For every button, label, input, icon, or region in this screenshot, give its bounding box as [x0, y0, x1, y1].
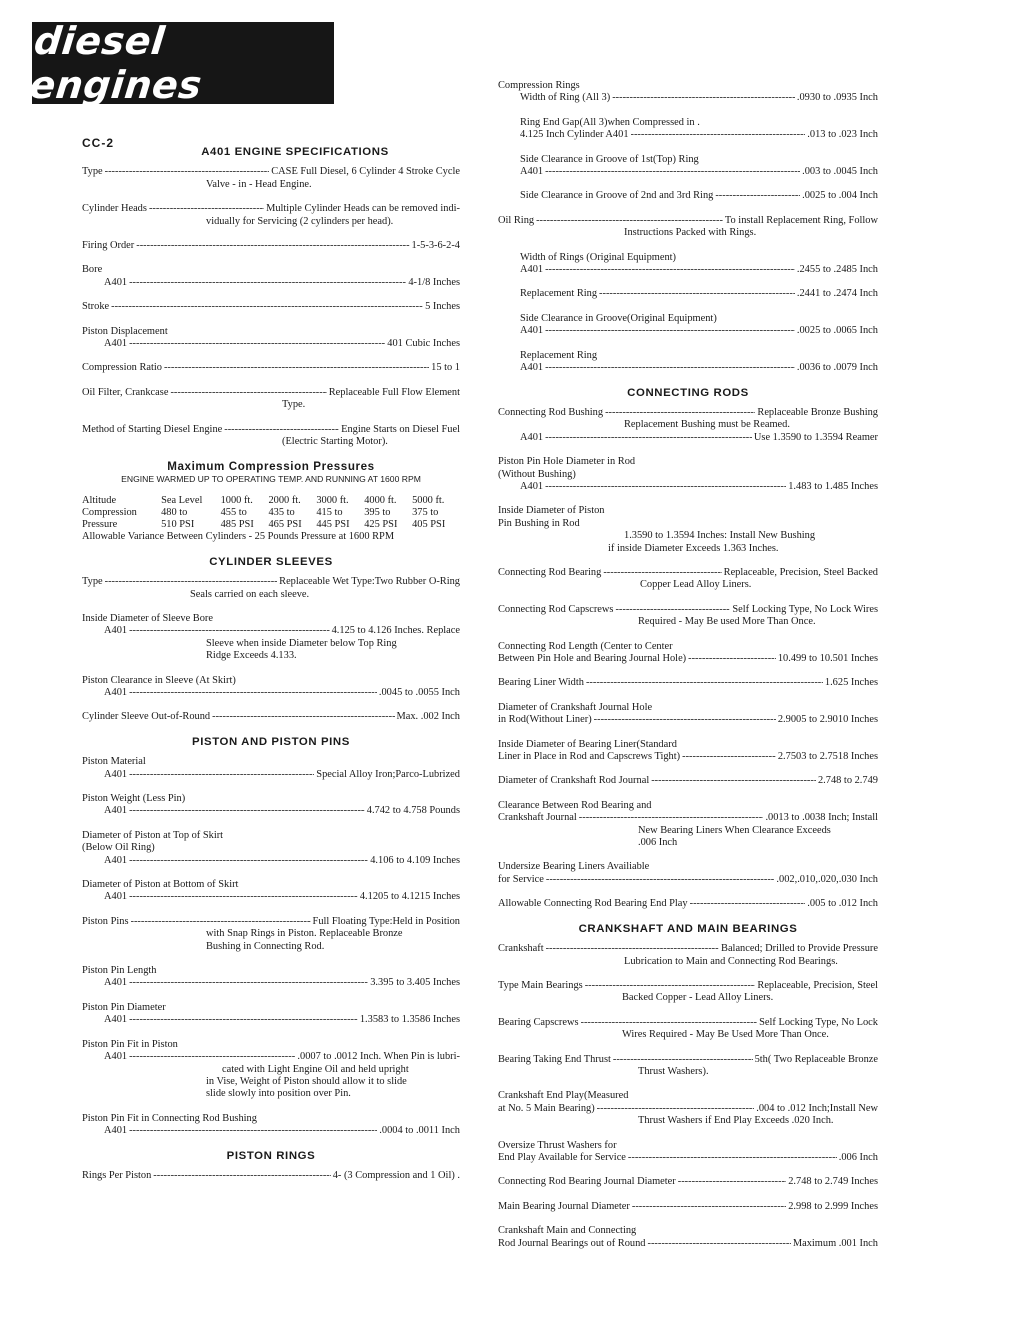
- rod-bearing: Connecting Rod Bearing ----- Replaceable, Precision, Steel Backed Copper Lead Alloy Liners.: [498, 567, 878, 592]
- sleeve-bore: Inside Diameter of Sleeve Bore A401 ----- 4.125 to 4.126 Inches. Replace Sleeve when inside Diameter below Top Ring Ridge Exceeds 4.133.: [82, 613, 460, 663]
- piston-dia-bottom: Diameter of Piston at Bottom of Skirt A401 ----- 4.1205 to 4.1215 Inches: [82, 879, 460, 904]
- main-journal-diameter: Main Bearing Journal Diameter ----- 2.998 to 2.999 Inches: [498, 1201, 878, 1213]
- rod-bushing: Connecting Rod Bushing ----- Replaceable Bronze Bushing Replacement Bushing must be Reamed. A401 ----- Use 1.3590 to 1.3594 Reamer: [498, 407, 878, 444]
- replacement-ring-width: Replacement Ring ----- .2441 to .2474 Inch: [498, 288, 878, 300]
- crankshaft-title: CRANKSHAFT AND MAIN BEARINGS: [578, 922, 798, 935]
- max-compression-title: Maximum Compression Pressures: [167, 459, 375, 473]
- journal-out-of-round: Crankshaft Main and Connecting Rod Journal Bearings out of Round ----- Maximum .001 Inch: [498, 1225, 878, 1250]
- rod-length: Connecting Rod Length (Center to Center Between Pin Hole and Bearing Journal Hole) ----- 10.499 to 10.501 Inches: [498, 641, 878, 666]
- sleeve-type: Type ----- Replaceable Wet Type:Two Rubber O-Ring Seals carried on each sleeve.: [82, 576, 460, 601]
- spec-displacement: Piston Displacement A401 ----- 401 Cubic Inches: [82, 326, 460, 351]
- table-row: Pressure 510 PSI 485 PSI 465 PSI 445 PSI 425 PSI 405 PSI: [82, 519, 446, 531]
- rings-per-piston: Rings Per Piston ----- 4- (3 Compression and 1 Oil) .: [82, 1170, 460, 1182]
- engine-spec-title: A401 ENGINE SPECIFICATIONS: [201, 146, 389, 158]
- rod-clearance: Clearance Between Rod Bearing and Crankshaft Journal ----- .0013 to .0038 Inch; Install New Bearing Liners When Clearance Exceeds .006 Inch: [498, 800, 878, 850]
- piston-pins-title: PISTON AND PISTON PINS: [192, 735, 350, 748]
- undersize-liners: Undersize Bearing Liners Availiable for Service ----- .002,.010,.020,.030 Inch: [498, 861, 878, 886]
- piston-dia-top: Diameter of Piston at Top of Skirt (Below Oil Ring) A401 ----- 4.106 to 4.109 Inches: [82, 830, 460, 867]
- piston-pins: Piston Pins ----- Full Floating Type:Held in Position with Snap Rings in Piston. Replaceable Bronze Bushing in Connecting Rod.: [82, 916, 460, 953]
- cylinder-sleeves-title: CYLINDER SLEEVES: [209, 555, 333, 568]
- table-row: Altitude Sea Level 1000 ft. 2000 ft. 3000 ft. 4000 ft. 5000 ft.: [82, 495, 445, 507]
- bearing-capscrews: Bearing Capscrews ----- Self Locking Type, No Lock Wires Required - May Be Used More Than Once.: [498, 1017, 878, 1042]
- piston-weight: Piston Weight (Less Pin) A401 ----- 4.742 to 4.758 Pounds: [82, 793, 460, 818]
- replacement-ring-clearance: Replacement Ring A401 ----- .0036 to .0079 Inch: [498, 350, 878, 375]
- spec-compression-ratio: Compression Ratio ----- 15 to 1: [82, 362, 460, 374]
- piston-pin-diameter: Piston Pin Diameter A401 ----- 1.3583 to 1.3586 Inches: [82, 1002, 460, 1027]
- crank-end-play: Crankshaft End Play(Measured at No. 5 Main Bearing) ----- .004 to .012 Inch;Install New Thrust Washers if End Play Exceeds .020 Inch.: [498, 1090, 878, 1127]
- rod-end-play: Allowable Connecting Rod Bearing End Play ----- .005 to .012 Inch: [498, 898, 878, 910]
- page-code: CC-2: [82, 136, 115, 150]
- ring-width-original: Width of Rings (Original Equipment) A401 ----- .2455 to .2485 Inch: [498, 252, 878, 277]
- pin-bushing-id: Inside Diameter of Piston Pin Bushing in Rod 1.3590 to 1.3594 Inches: Install New Bushing if inside Diameter Exceeds 1.363 Inches.: [498, 505, 816, 554]
- right-column: [498, 80, 878, 1262]
- sleeve-clearance: Piston Clearance in Sleeve (At Skirt) A401 ----- .0045 to .0055 Inch: [82, 675, 460, 700]
- spec-stroke: Stroke ----- 5 Inches: [82, 301, 460, 313]
- piston-material: Piston Material A401 ----- Special Alloy Iron;Parco-Lubrized: [82, 756, 460, 781]
- piston-pin-length: Piston Pin Length A401 ----- 3.395 to 3.405 Inches: [82, 965, 460, 990]
- journal-hole: Diameter of Crankshaft Journal Hole in Rod(Without Liner) ----- 2.9005 to 2.9010 Inches: [498, 702, 878, 727]
- side-clearance-2-3: Side Clearance in Groove of 2nd and 3rd Ring ----- .0025 to .004 Inch: [498, 190, 878, 202]
- spec-firing-order: Firing Order ----- 1-5-3-6-2-4: [82, 240, 460, 252]
- crankshaft: Crankshaft ----- Balanced; Drilled to Provide Pressure Lubrication to Main and Connecting Rod Bearings.: [498, 943, 878, 968]
- liner-width: Bearing Liner Width ----- 1.625 Inches: [498, 677, 878, 689]
- piston-rings-title: PISTON RINGS: [226, 1149, 316, 1162]
- table-row: Compression 480 to 455 to 435 to 415 to 395 to 375 to: [82, 507, 439, 519]
- spec-cylinder-heads: Cylinder Heads ----- Multiple Cylinder Heads can be removed indi- vidually for Servicing (2 cylinders per head).: [82, 203, 460, 228]
- end-thrust: Bearing Taking End Thrust ----- 5th( Two Replaceable Bronze Thrust Washers).: [498, 1054, 878, 1079]
- pin-hole-diameter: Piston Pin Hole Diameter in Rod (Without Bushing) A401 ----- 1.483 to 1.485 Inches: [498, 456, 878, 493]
- piston-pin-fit: Piston Pin Fit in Piston A401 ----- .0007 to .0012 Inch. When Pin is lubri- cated with Light Engine Oil and held upright in Vise, Weight of Piston should allow it to slide slide slowly into position over Pin.: [82, 1039, 460, 1101]
- ring-end-gap: Ring End Gap(All 3)when Compressed in . 4.125 Inch Cylinder A401 ----- .013 to .023 Inch: [498, 117, 878, 142]
- liner-id: Inside Diameter of Bearing Liner(Standard Liner in Place in Rod and Capscrews Tight) ----- 2.7503 to 2.7518 Inches: [498, 739, 878, 764]
- rod-capscrews: Connecting Rod Capscrews ----- Self Locking Type, No Lock Wires Required - May Be used More Than Once.: [498, 604, 878, 629]
- sleeve-out-of-round: Cylinder Sleeve Out-of-Round ----- Max. .002 Inch: [82, 711, 460, 723]
- side-clearance-top: Side Clearance in Groove of 1st(Top) Ring A401 ----- .003 to .0045 Inch: [498, 154, 878, 179]
- left-column: [82, 146, 460, 1194]
- compression-table: [82, 495, 460, 531]
- spec-oil-filter: Oil Filter, Crankcase ----- Replaceable Full Flow Element Type.: [82, 387, 460, 412]
- allowable-variance: Allowable Variance Between Cylinders - 25 Pounds Pressure at 1600 RPM: [82, 531, 395, 543]
- banner-title: diesel engines: [27, 19, 205, 107]
- spec-starting-method: Method of Starting Diesel Engine ----- Engine Starts on Diesel Fuel (Electric Starting Motor).: [82, 424, 460, 449]
- spec-type: Type ----- CASE Full Diesel, 6 Cylinder 4 Stroke Cycle Valve - in - Head Engine.: [82, 166, 460, 191]
- main-bearing-type: Type Main Bearings ----- Replaceable, Precision, Steel Backed Copper - Lead Alloy Liners.: [498, 980, 878, 1005]
- oil-ring: Oil Ring ----- To install Replacement Ring, Follow Instructions Packed with Rings.: [498, 215, 878, 240]
- rod-journal: Diameter of Crankshaft Rod Journal ----- 2.748 to 2.749: [498, 775, 878, 787]
- spec-bore: Bore A401 ----- 4-1/8 Inches: [82, 264, 460, 289]
- side-clearance-original: Side Clearance in Groove(Original Equipment) A401 ----- .0025 to .0065 Inch: [498, 313, 878, 338]
- oversize-washers: Oversize Thrust Washers for End Play Available for Service ----- .006 Inch: [498, 1140, 878, 1165]
- connecting-rods-title: CONNECTING RODS: [627, 386, 749, 399]
- diesel-engines-banner: [27, 19, 334, 107]
- piston-pin-fit-rod: Piston Pin Fit in Connecting Rod Bushing A401 ----- .0004 to .0011 Inch: [82, 1113, 460, 1138]
- rod-journal-diameter: Connecting Rod Bearing Journal Diameter ----- 2.748 to 2.749 Inches: [498, 1176, 878, 1188]
- compression-rings: Compression Rings Width of Ring (All 3) ----- .0930 to .0935 Inch: [498, 80, 878, 105]
- max-compression-note: ENGINE WARMED UP TO OPERATING TEMP. AND RUNNING AT 1600 RPM: [121, 473, 421, 484]
